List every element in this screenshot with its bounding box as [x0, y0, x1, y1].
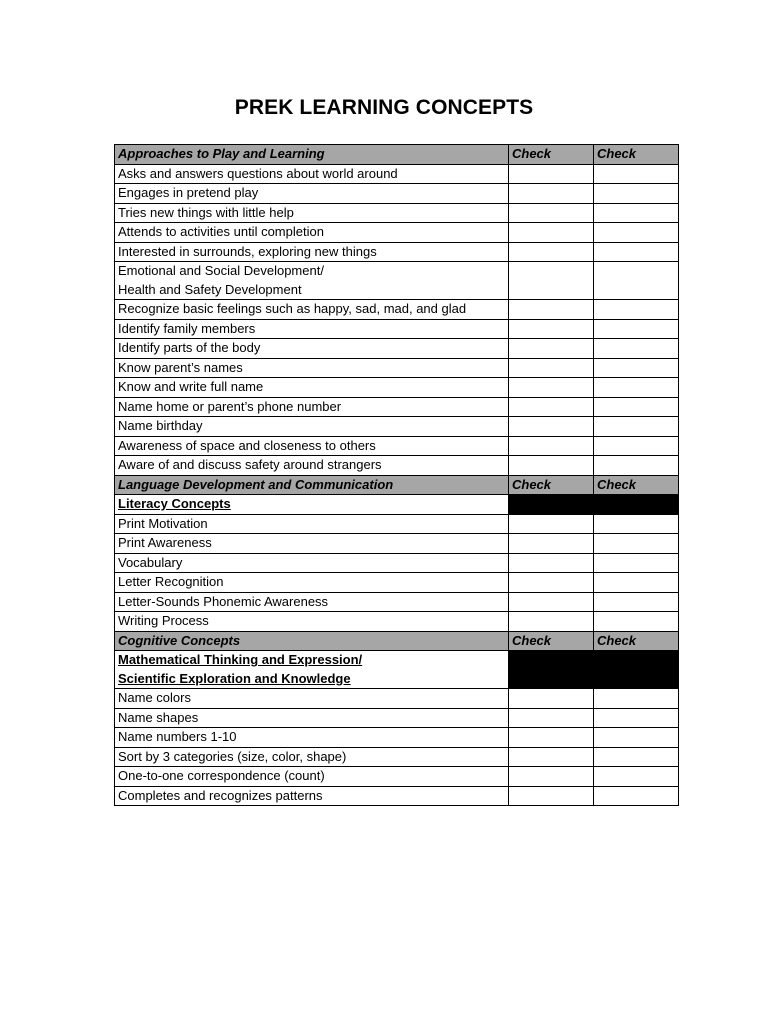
- table-row: [115, 223, 679, 243]
- item-name-home-or-parent-s-phone-number: Name home or parent’s phone number: [115, 397, 509, 417]
- check-column-header: Check: [594, 475, 679, 495]
- check-cell[interactable]: [594, 573, 679, 593]
- check-cell[interactable]: [594, 689, 679, 709]
- learning-concepts-table: [114, 144, 679, 806]
- check-cell[interactable]: [509, 203, 594, 223]
- table-row: [115, 436, 679, 456]
- check-cell[interactable]: [594, 514, 679, 534]
- item-emotional-and-social-development-line-2: Health and Safety Development: [118, 281, 302, 297]
- item-know-parent-s-names: Know parent’s names: [115, 358, 509, 378]
- check-cell[interactable]: [594, 436, 679, 456]
- table-row: [115, 319, 679, 339]
- item-one-to-one-correspondence-count: One-to-one correspondence (count): [115, 767, 509, 787]
- item-know-and-write-full-name: Know and write full name: [115, 378, 509, 398]
- table-row: [115, 203, 679, 223]
- table-row: [115, 573, 679, 593]
- check-column-header: Check: [509, 145, 594, 165]
- table-row: [115, 358, 679, 378]
- check-cell[interactable]: [594, 184, 679, 204]
- check-cell[interactable]: [509, 689, 594, 709]
- item-name-shapes: Name shapes: [115, 708, 509, 728]
- item-sort-by-3-categories-size-color-shape: Sort by 3 categories (size, color, shape): [115, 747, 509, 767]
- table-row: [115, 534, 679, 554]
- table-row: [115, 242, 679, 262]
- table-row: [115, 300, 679, 320]
- item-asks-and-answers-questions-about-world-around: Asks and answers questions about world around: [115, 164, 509, 184]
- item-identify-parts-of-the-body: Identify parts of the body: [115, 339, 509, 359]
- check-cell[interactable]: [509, 223, 594, 243]
- table-row: [115, 708, 679, 728]
- item-awareness-of-space-and-closeness-to-others: Awareness of space and closeness to others: [115, 436, 509, 456]
- check-cell[interactable]: [594, 378, 679, 398]
- table-row: [115, 456, 679, 476]
- item-recognize-basic-feelings-such-as-happy-sad-mad-and-glad: Recognize basic feelings such as happy, sad, mad, and glad: [115, 300, 509, 320]
- table-row: [115, 612, 679, 632]
- check-cell[interactable]: [594, 767, 679, 787]
- table-row: [115, 184, 679, 204]
- item-engages-in-pretend-play: Engages in pretend play: [115, 184, 509, 204]
- subheading-mathematical-thinking-and-expression: [115, 651, 509, 689]
- table-row: [115, 262, 679, 300]
- item-identify-family-members: Identify family members: [115, 319, 509, 339]
- check-cell[interactable]: [509, 242, 594, 262]
- check-cell[interactable]: [594, 242, 679, 262]
- check-cell[interactable]: [509, 184, 594, 204]
- blacked-check-cell: [509, 495, 594, 515]
- table-row: [115, 417, 679, 437]
- check-cell[interactable]: [594, 262, 679, 300]
- check-cell[interactable]: [594, 708, 679, 728]
- check-cell[interactable]: [594, 728, 679, 748]
- item-aware-of-and-discuss-safety-around-strangers: Aware of and discuss safety around strangers: [115, 456, 509, 476]
- blacked-check-cell: [509, 651, 594, 689]
- table-row: [115, 397, 679, 417]
- check-cell[interactable]: [509, 397, 594, 417]
- table-row: [115, 339, 679, 359]
- table-body: [115, 145, 679, 806]
- section-header-row: [115, 475, 679, 495]
- check-cell[interactable]: [509, 456, 594, 476]
- table-row: [115, 514, 679, 534]
- section-header-row: [115, 631, 679, 651]
- check-cell[interactable]: [509, 378, 594, 398]
- check-cell[interactable]: [594, 339, 679, 359]
- item-letter-sounds-phonemic-awareness: Letter-Sounds Phonemic Awareness: [115, 592, 509, 612]
- subheading-mathematical-thinking-and-expression-line-1: Mathematical Thinking and Expression/: [118, 652, 363, 667]
- blacked-check-cell: [594, 651, 679, 689]
- table-row: [115, 786, 679, 806]
- table-row: [115, 553, 679, 573]
- check-cell[interactable]: [509, 708, 594, 728]
- check-cell[interactable]: [509, 262, 594, 300]
- check-cell[interactable]: [594, 300, 679, 320]
- table-row: [115, 689, 679, 709]
- item-interested-in-surrounds-exploring-new-things: Interested in surrounds, exploring new things: [115, 242, 509, 262]
- check-column-header: Check: [509, 631, 594, 651]
- blacked-check-cell: [594, 495, 679, 515]
- check-cell[interactable]: [509, 300, 594, 320]
- item-print-awareness: Print Awareness: [115, 534, 509, 554]
- check-cell[interactable]: [594, 747, 679, 767]
- check-cell[interactable]: [509, 514, 594, 534]
- section-header-row: [115, 145, 679, 165]
- check-cell[interactable]: [509, 164, 594, 184]
- check-cell[interactable]: [509, 358, 594, 378]
- item-name-birthday: Name birthday: [115, 417, 509, 437]
- item-completes-and-recognizes-patterns: Completes and recognizes patterns: [115, 786, 509, 806]
- item-name-numbers-1-10: Name numbers 1-10: [115, 728, 509, 748]
- subheading-literacy-concepts: Literacy Concepts: [115, 495, 509, 515]
- check-cell[interactable]: [509, 747, 594, 767]
- section-header-approaches-to-play-and-learning: Approaches to Play and Learning: [115, 145, 509, 165]
- table-row: [115, 164, 679, 184]
- section-header-cognitive-concepts: Cognitive Concepts: [115, 631, 509, 651]
- check-cell[interactable]: [594, 612, 679, 632]
- check-cell[interactable]: [509, 553, 594, 573]
- item-print-motivation: Print Motivation: [115, 514, 509, 534]
- check-cell[interactable]: [509, 319, 594, 339]
- page-title: PREK LEARNING CONCEPTS: [234, 96, 534, 119]
- check-cell[interactable]: [594, 164, 679, 184]
- check-cell[interactable]: [594, 456, 679, 476]
- check-cell[interactable]: [509, 436, 594, 456]
- item-vocabulary: Vocabulary: [115, 553, 509, 573]
- table-row: [115, 592, 679, 612]
- check-cell[interactable]: [594, 553, 679, 573]
- section-header-language-development-and-communication: Language Development and Communication: [115, 475, 509, 495]
- subheading-row: [115, 495, 679, 515]
- check-cell[interactable]: [594, 592, 679, 612]
- check-column-header: Check: [594, 631, 679, 651]
- check-cell[interactable]: [594, 203, 679, 223]
- check-cell[interactable]: [594, 223, 679, 243]
- check-cell[interactable]: [509, 573, 594, 593]
- table-row: [115, 767, 679, 787]
- check-cell[interactable]: [509, 786, 594, 806]
- check-cell[interactable]: [509, 728, 594, 748]
- item-emotional-and-social-development: [115, 262, 509, 300]
- check-cell[interactable]: [509, 592, 594, 612]
- item-name-colors: Name colors: [115, 689, 509, 709]
- check-cell[interactable]: [594, 417, 679, 437]
- check-cell[interactable]: [509, 767, 594, 787]
- check-column-header: Check: [509, 475, 594, 495]
- item-writing-process: Writing Process: [115, 612, 509, 632]
- check-cell[interactable]: [594, 786, 679, 806]
- check-cell[interactable]: [594, 319, 679, 339]
- check-column-header: Check: [594, 145, 679, 165]
- check-cell[interactable]: [509, 612, 594, 632]
- check-cell[interactable]: [509, 339, 594, 359]
- item-attends-to-activities-until-completion: Attends to activities until completion: [115, 223, 509, 243]
- check-cell[interactable]: [594, 534, 679, 554]
- subheading-mathematical-thinking-and-expression-line-2: Scientific Exploration and Knowledge: [118, 670, 351, 686]
- item-letter-recognition: Letter Recognition: [115, 573, 509, 593]
- check-cell[interactable]: [594, 397, 679, 417]
- table-row: [115, 728, 679, 748]
- check-cell[interactable]: [509, 534, 594, 554]
- table-row: [115, 378, 679, 398]
- table-row: [115, 747, 679, 767]
- item-emotional-and-social-development-line-1: Emotional and Social Development/: [118, 263, 324, 278]
- item-tries-new-things-with-little-help: Tries new things with little help: [115, 203, 509, 223]
- subheading-row: [115, 651, 679, 689]
- check-cell[interactable]: [509, 417, 594, 437]
- check-cell[interactable]: [594, 358, 679, 378]
